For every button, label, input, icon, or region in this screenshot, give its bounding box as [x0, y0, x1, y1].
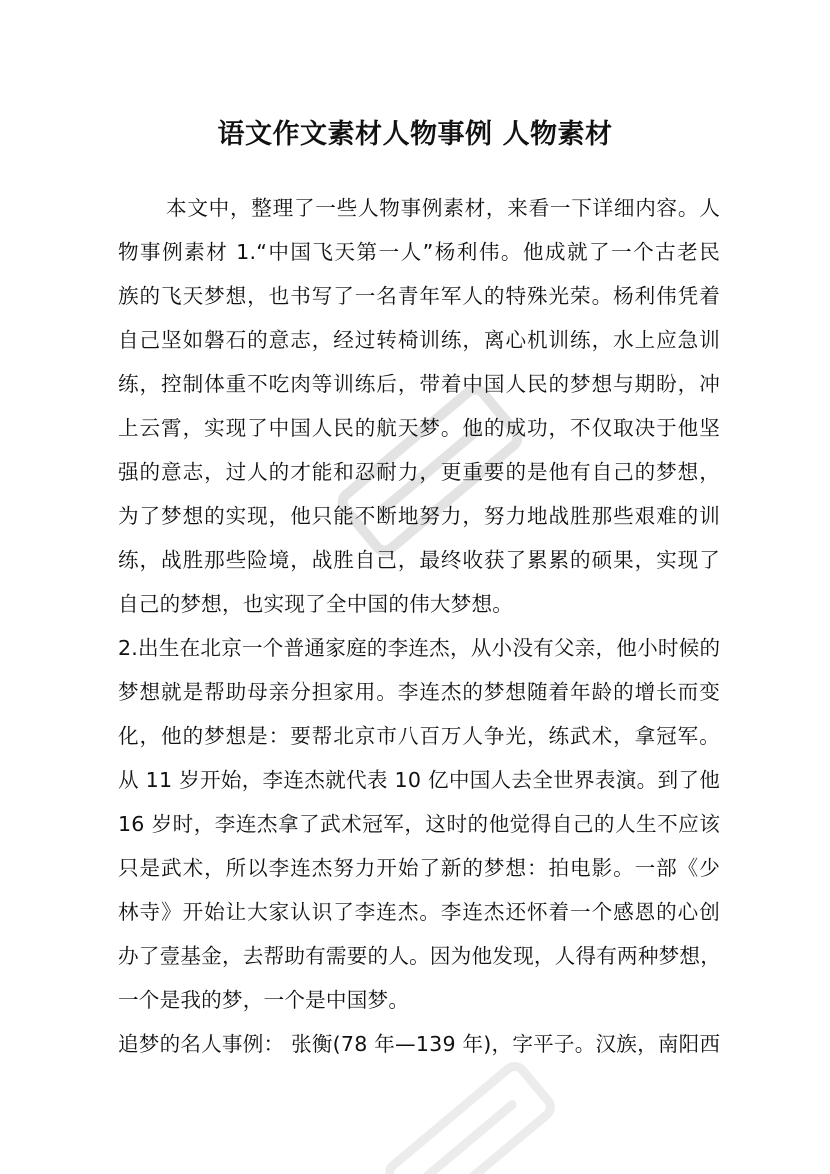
document-title: 语文作文素材人物事例 人物素材	[217, 119, 613, 150]
text-line: 强的意志，过人的才能和忍耐力，更重要的是他有自己的梦想，	[118, 460, 720, 484]
text-line: 追梦的名人事例： 张衡(78 年—139 年)，字平子。汉族，南阳西	[118, 1032, 721, 1056]
text-line: 化，他的梦想是：要帮北京市八百万人争光，练武术，拿冠军。	[118, 724, 720, 748]
paragraph	[118, 186, 720, 626]
text-line: 练，控制体重不吃肉等训练后，带着中国人民的梦想与期盼，冲	[118, 372, 720, 396]
text-line: 林寺》开始让大家认识了李连杰。李连杰还怀着一个感恩的心创	[118, 900, 720, 924]
text-line: 练，战胜那些险境，战胜自己，最终收获了累累的硕果，实现了	[118, 548, 720, 572]
text-line: 2.出生在北京一个普通家庭的李连杰，从小没有父亲，他小时候的	[118, 636, 721, 660]
text-line: 16 岁时，李连杰拿了武术冠军，这时的他觉得自己的人生不应该	[118, 812, 720, 836]
text-line: 族的飞天梦想，也书写了一名青年军人的特殊光荣。杨利伟凭着	[118, 284, 720, 308]
text-line: 只是武术，所以李连杰努力开始了新的梦想：拍电影。一部《少	[118, 856, 720, 880]
text-line: 上云霄，实现了中国人民的航天梦。他的成功，不仅取决于他坚	[118, 416, 720, 440]
document-body	[118, 186, 720, 1066]
text-line: 为了梦想的实现，他只能不断地努力，努力地战胜那些艰难的训	[118, 504, 720, 528]
text-line: 自己坚如磐石的意志，经过转椅训练，离心机训练，水上应急训	[118, 328, 720, 352]
text-line: 一个是我的梦，一个是中国梦。	[118, 988, 410, 1012]
paragraph	[118, 626, 720, 1022]
text-line: 梦想就是帮助母亲分担家用。李连杰的梦想随着年龄的增长而变	[118, 680, 720, 704]
text-line: 从 11 岁开始，李连杰就代表 10 亿中国人去全世界表演。到了他	[118, 768, 720, 792]
text-line: 办了壹基金，去帮助有需要的人。因为他发现，人得有两种梦想，	[118, 944, 722, 968]
text-line: 本文中，整理了一些人物事例素材，来看一下详细内容。人	[166, 196, 720, 220]
text-line: 自己的梦想，也实现了全中国的伟大梦想。	[118, 592, 514, 616]
text-line: 物事例素材 1.“中国飞天第一人”杨利伟。他成就了一个古老民	[118, 240, 720, 264]
paragraph	[118, 1022, 720, 1066]
